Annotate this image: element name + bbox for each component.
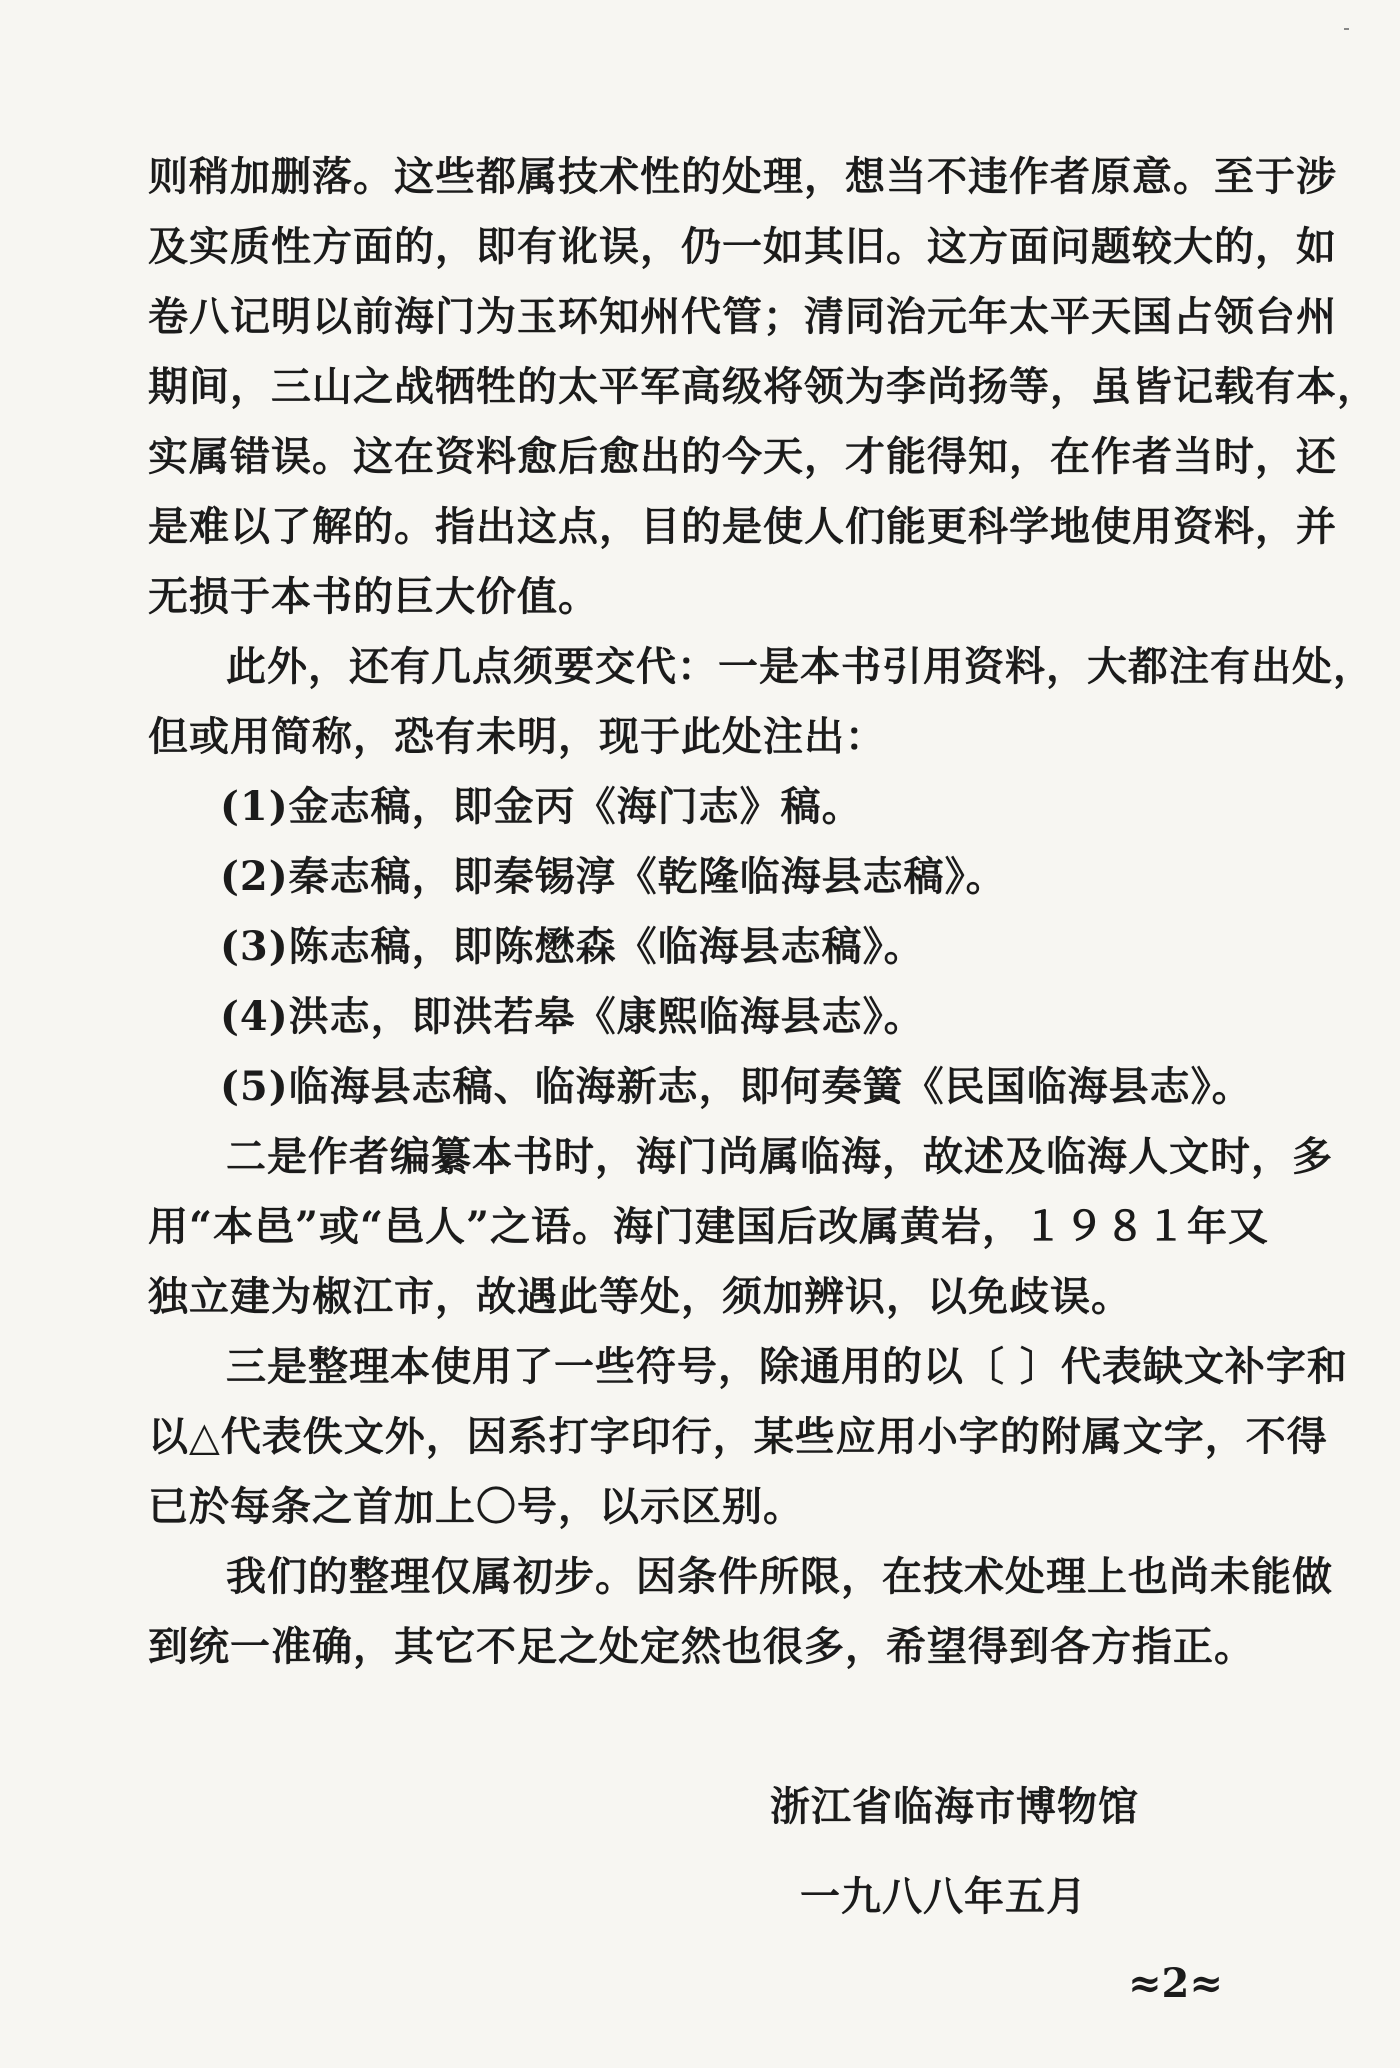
paragraph-line: 及实质性方面的，即有讹误，仍一如其旧。这方面问题较大的，如 — [148, 223, 1337, 270]
page-number: ≈2≈ — [1128, 1960, 1223, 2007]
scan-speck — [1344, 28, 1349, 30]
paragraph-line: 期间，三山之战牺牲的太平军高级将领为李尚扬等，虽皆记载有本， — [148, 363, 1378, 410]
paragraph-line: 二是作者编纂本书时，海门尚属临海，故述及临海人文时，多 — [226, 1133, 1333, 1180]
signature-date: 一九八八年五月 — [800, 1873, 1087, 1920]
paragraph-line: 此外，还有几点须要交代：一是本书引用资料，大都注有出处， — [226, 643, 1374, 690]
paragraph-line: 到统一准确，其它不足之处定然也很多，希望得到各方指正。 — [148, 1623, 1255, 1670]
list-item: (1)金志稿，即金丙《海门志》稿。 — [220, 783, 863, 830]
paragraph-line: 独立建为椒江市，故遇此等处，须加辨识，以免歧误。 — [148, 1273, 1132, 1320]
paragraph-line: 用“本邑”或“邑人”之语。海门建国后改属黄岩，１９８１年又 — [148, 1203, 1270, 1250]
paragraph-line: 无损于本书的巨大价值。 — [148, 573, 599, 620]
paragraph-line: 以△代表佚文外，因系打字印行，某些应用小字的附属文字，不得 — [148, 1413, 1328, 1460]
paragraph-line: 但或用简称，恐有未明，现于此处注出： — [148, 713, 886, 760]
list-item: (3)陈志稿，即陈懋森《临海县志稿》。 — [220, 923, 925, 970]
paragraph-line: 三是整理本使用了一些符号，除通用的以〔 〕代表缺文补字和 — [226, 1343, 1348, 1390]
signature-organization: 浙江省临海市博物馆 — [770, 1783, 1139, 1830]
body-text — [148, 142, 1378, 1682]
list-item: (2)秦志稿，即秦锡淳《乾隆临海县志稿》。 — [220, 853, 1007, 900]
paragraph-line: 则稍加删落。这些都属技术性的处理，想当不违作者原意。至于涉 — [148, 153, 1337, 200]
paragraph-line: 实属错误。这在资料愈后愈出的今天，才能得知，在作者当时，还 — [148, 433, 1337, 480]
paragraph-line: 已於每条之首加上〇号，以示区别。 — [148, 1483, 804, 1530]
paragraph-line: 卷八记明以前海门为玉环知州代管；清同治元年太平天国占领台州 — [148, 293, 1337, 340]
paragraph-line: 我们的整理仅属初步。因条件所限，在技术处理上也尚未能做 — [226, 1553, 1333, 1600]
list-item: (4)洪志，即洪若皋《康熙临海县志》。 — [220, 993, 925, 1040]
list-item: (5)临海县志稿、临海新志，即何奏簧《民国临海县志》。 — [220, 1063, 1253, 1110]
paragraph-line: 是难以了解的。指出这点，目的是使人们能更科学地使用资料，并 — [148, 503, 1337, 550]
